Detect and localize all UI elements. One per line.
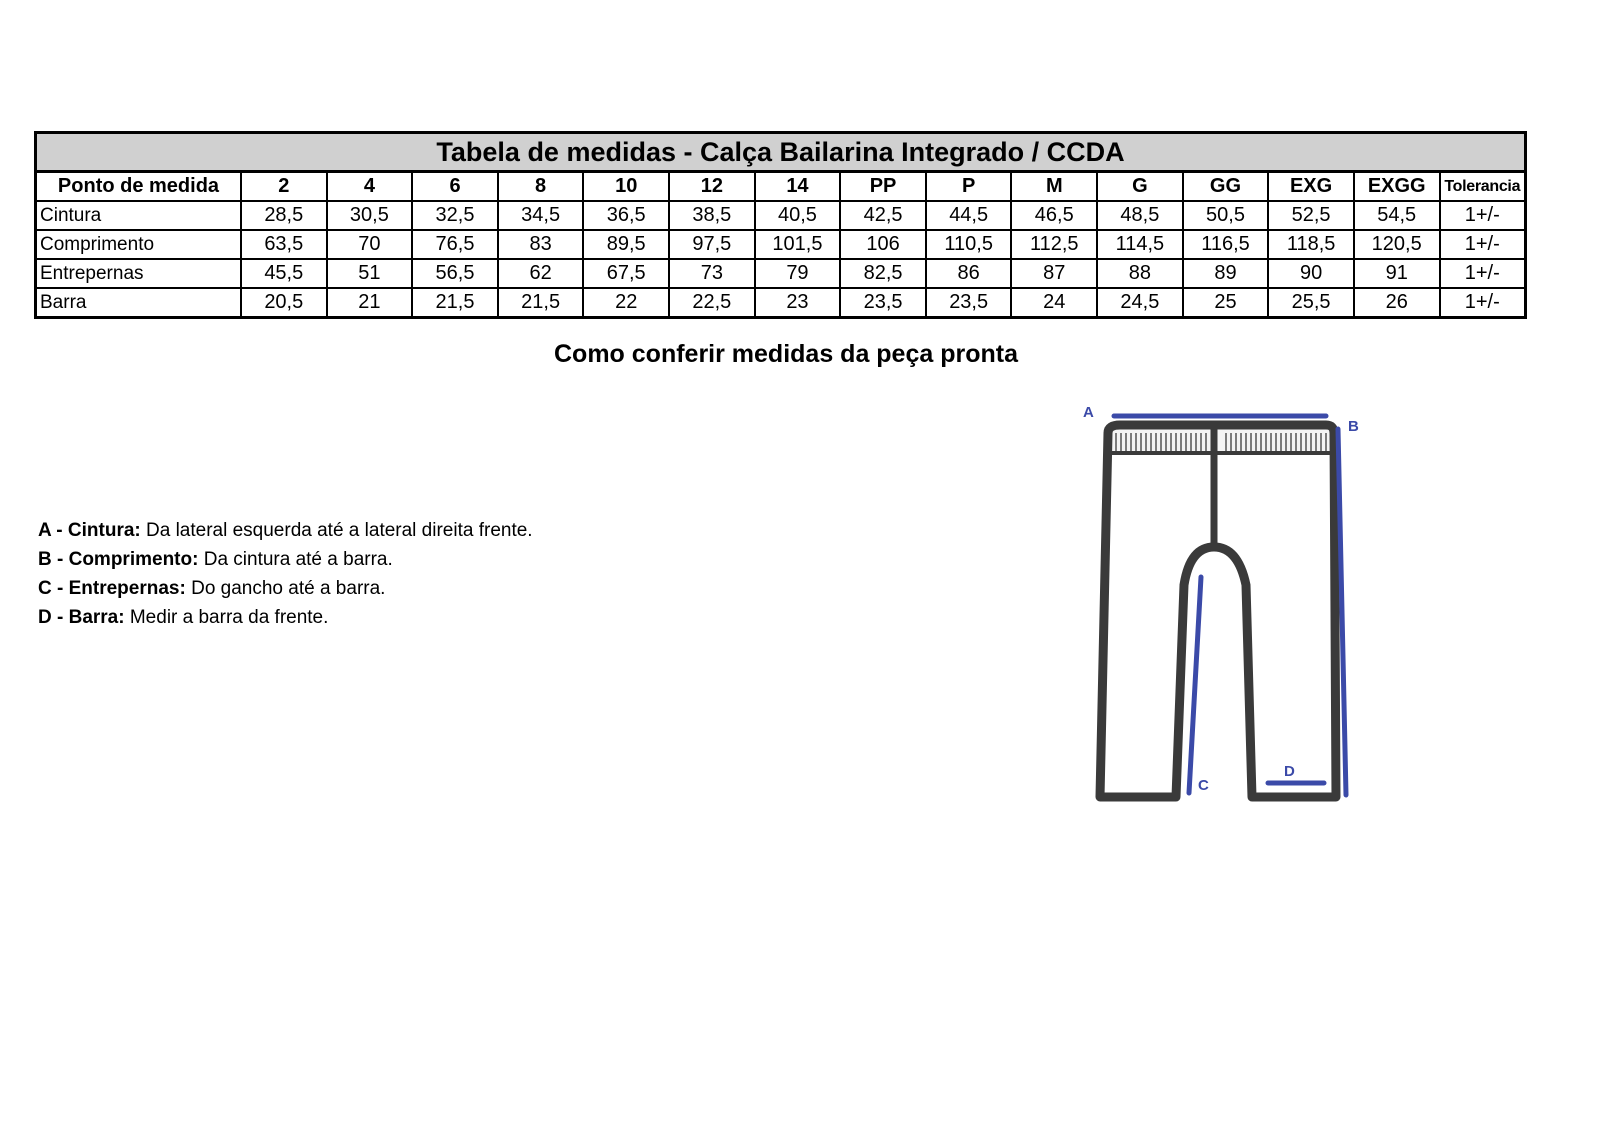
label-a: A: [1083, 404, 1094, 421]
measurement-cell: 28,5: [241, 201, 327, 230]
instruction-item: [38, 574, 533, 603]
measurement-cell: 89,5: [583, 230, 669, 259]
measurement-cell: 52,5: [1268, 201, 1354, 230]
measurement-cell: 110,5: [926, 230, 1012, 259]
header-size-g: G: [1097, 172, 1183, 202]
header-size-2: 2: [241, 172, 327, 202]
measurement-cell: 32,5: [412, 201, 498, 230]
measurement-cell: 26: [1354, 288, 1440, 318]
header-size-10: 10: [583, 172, 669, 202]
table-row: [36, 201, 1526, 230]
tolerance-cell: 1+/-: [1440, 230, 1526, 259]
instruction-item: [38, 603, 533, 632]
measurement-cell: 87: [1011, 259, 1097, 288]
measure-line-c: [1189, 577, 1201, 793]
label-c: C: [1198, 777, 1209, 794]
measurement-cell: 51: [327, 259, 413, 288]
measurement-cell: 89: [1183, 259, 1269, 288]
table-body: [36, 201, 1526, 318]
measurement-cell: 82,5: [840, 259, 926, 288]
header-size-p: P: [926, 172, 1012, 202]
measurement-cell: 36,5: [583, 201, 669, 230]
measurement-instructions: [38, 516, 533, 632]
instruction-item: [38, 545, 533, 574]
header-size-12: 12: [669, 172, 755, 202]
measurement-cell: 86: [926, 259, 1012, 288]
label-b: B: [1348, 418, 1359, 435]
instruction-item: [38, 516, 533, 545]
measurement-cell: 114,5: [1097, 230, 1183, 259]
measurement-cell: 97,5: [669, 230, 755, 259]
header-size-6: 6: [412, 172, 498, 202]
instruction-term: B - Comprimento:: [38, 549, 199, 570]
row-label: Entrepernas: [36, 259, 241, 288]
table-row: [36, 259, 1526, 288]
table-row: [36, 230, 1526, 259]
instruction-term: C - Entrepernas:: [38, 578, 186, 599]
header-size-14: 14: [755, 172, 841, 202]
measurement-cell: 63,5: [241, 230, 327, 259]
measurement-cell: 106: [840, 230, 926, 259]
measurement-cell: 62: [498, 259, 584, 288]
measurement-cell: 34,5: [498, 201, 584, 230]
tolerance-cell: 1+/-: [1440, 288, 1526, 318]
tolerance-cell: 1+/-: [1440, 259, 1526, 288]
measurement-cell: 40,5: [755, 201, 841, 230]
size-chart-table: [34, 131, 1527, 319]
measurement-cell: 67,5: [583, 259, 669, 288]
measurement-cell: 30,5: [327, 201, 413, 230]
header-size-m: M: [1011, 172, 1097, 202]
measurement-cell: 38,5: [669, 201, 755, 230]
header-size-exg: EXG: [1268, 172, 1354, 202]
measurement-cell: 70: [327, 230, 413, 259]
section-heading: Como conferir medidas da peça pronta: [554, 340, 1018, 368]
pants-outline: [1100, 425, 1336, 797]
measurement-cell: 50,5: [1183, 201, 1269, 230]
measurement-cell: 22,5: [669, 288, 755, 318]
measurement-cell: 45,5: [241, 259, 327, 288]
measurement-cell: 118,5: [1268, 230, 1354, 259]
instruction-term: D - Barra:: [38, 607, 125, 628]
header-tolerance: Tolerancia: [1440, 172, 1526, 202]
measurement-cell: 25: [1183, 288, 1269, 318]
measurement-cell: 21,5: [412, 288, 498, 318]
measurement-cell: 56,5: [412, 259, 498, 288]
measurement-cell: 20,5: [241, 288, 327, 318]
measurement-cell: 42,5: [840, 201, 926, 230]
header-size-4: 4: [327, 172, 413, 202]
measurement-cell: 24,5: [1097, 288, 1183, 318]
header-size-8: 8: [498, 172, 584, 202]
table-row: [36, 288, 1526, 318]
measurement-cell: 21,5: [498, 288, 584, 318]
instruction-text: Do gancho até a barra.: [185, 578, 386, 599]
measurement-cell: 21: [327, 288, 413, 318]
row-label: Comprimento: [36, 230, 241, 259]
measurement-cell: 48,5: [1097, 201, 1183, 230]
measurement-cell: 76,5: [412, 230, 498, 259]
header-size-pp: PP: [840, 172, 926, 202]
measurement-cell: 91: [1354, 259, 1440, 288]
measurement-cell: 23,5: [840, 288, 926, 318]
instruction-text: Da lateral esquerda até a lateral direita frente.: [140, 520, 533, 541]
row-label: Barra: [36, 288, 241, 318]
measurement-cell: 83: [498, 230, 584, 259]
table-header-row: [36, 172, 1526, 202]
measurement-cell: 23: [755, 288, 841, 318]
pants-measurement-diagram: [1083, 404, 1400, 825]
measurement-cell: 44,5: [926, 201, 1012, 230]
label-d: D: [1284, 763, 1295, 780]
header-size-gg: GG: [1183, 172, 1269, 202]
measurement-cell: 22: [583, 288, 669, 318]
measurement-cell: 24: [1011, 288, 1097, 318]
measurement-cell: 46,5: [1011, 201, 1097, 230]
measurement-cell: 23,5: [926, 288, 1012, 318]
tolerance-cell: 1+/-: [1440, 201, 1526, 230]
table-title-row: [36, 133, 1526, 172]
measurement-cell: 112,5: [1011, 230, 1097, 259]
measurement-cell: 25,5: [1268, 288, 1354, 318]
instruction-text: Medir a barra da frente.: [124, 607, 329, 628]
instruction-text: Da cintura até a barra.: [198, 549, 393, 570]
measurement-cell: 88: [1097, 259, 1183, 288]
measurement-cell: 120,5: [1354, 230, 1440, 259]
measurement-cell: 116,5: [1183, 230, 1269, 259]
table-title: Tabela de medidas - Calça Bailarina Integrado / CCDA: [36, 133, 1526, 172]
measurement-cell: 73: [669, 259, 755, 288]
header-measure-point: Ponto de medida: [36, 172, 241, 202]
header-size-exgg: EXGG: [1354, 172, 1440, 202]
row-label: Cintura: [36, 201, 241, 230]
measurement-cell: 54,5: [1354, 201, 1440, 230]
measurement-cell: 101,5: [755, 230, 841, 259]
instruction-term: A - Cintura:: [38, 520, 141, 541]
measurement-cell: 79: [755, 259, 841, 288]
measurement-cell: 90: [1268, 259, 1354, 288]
